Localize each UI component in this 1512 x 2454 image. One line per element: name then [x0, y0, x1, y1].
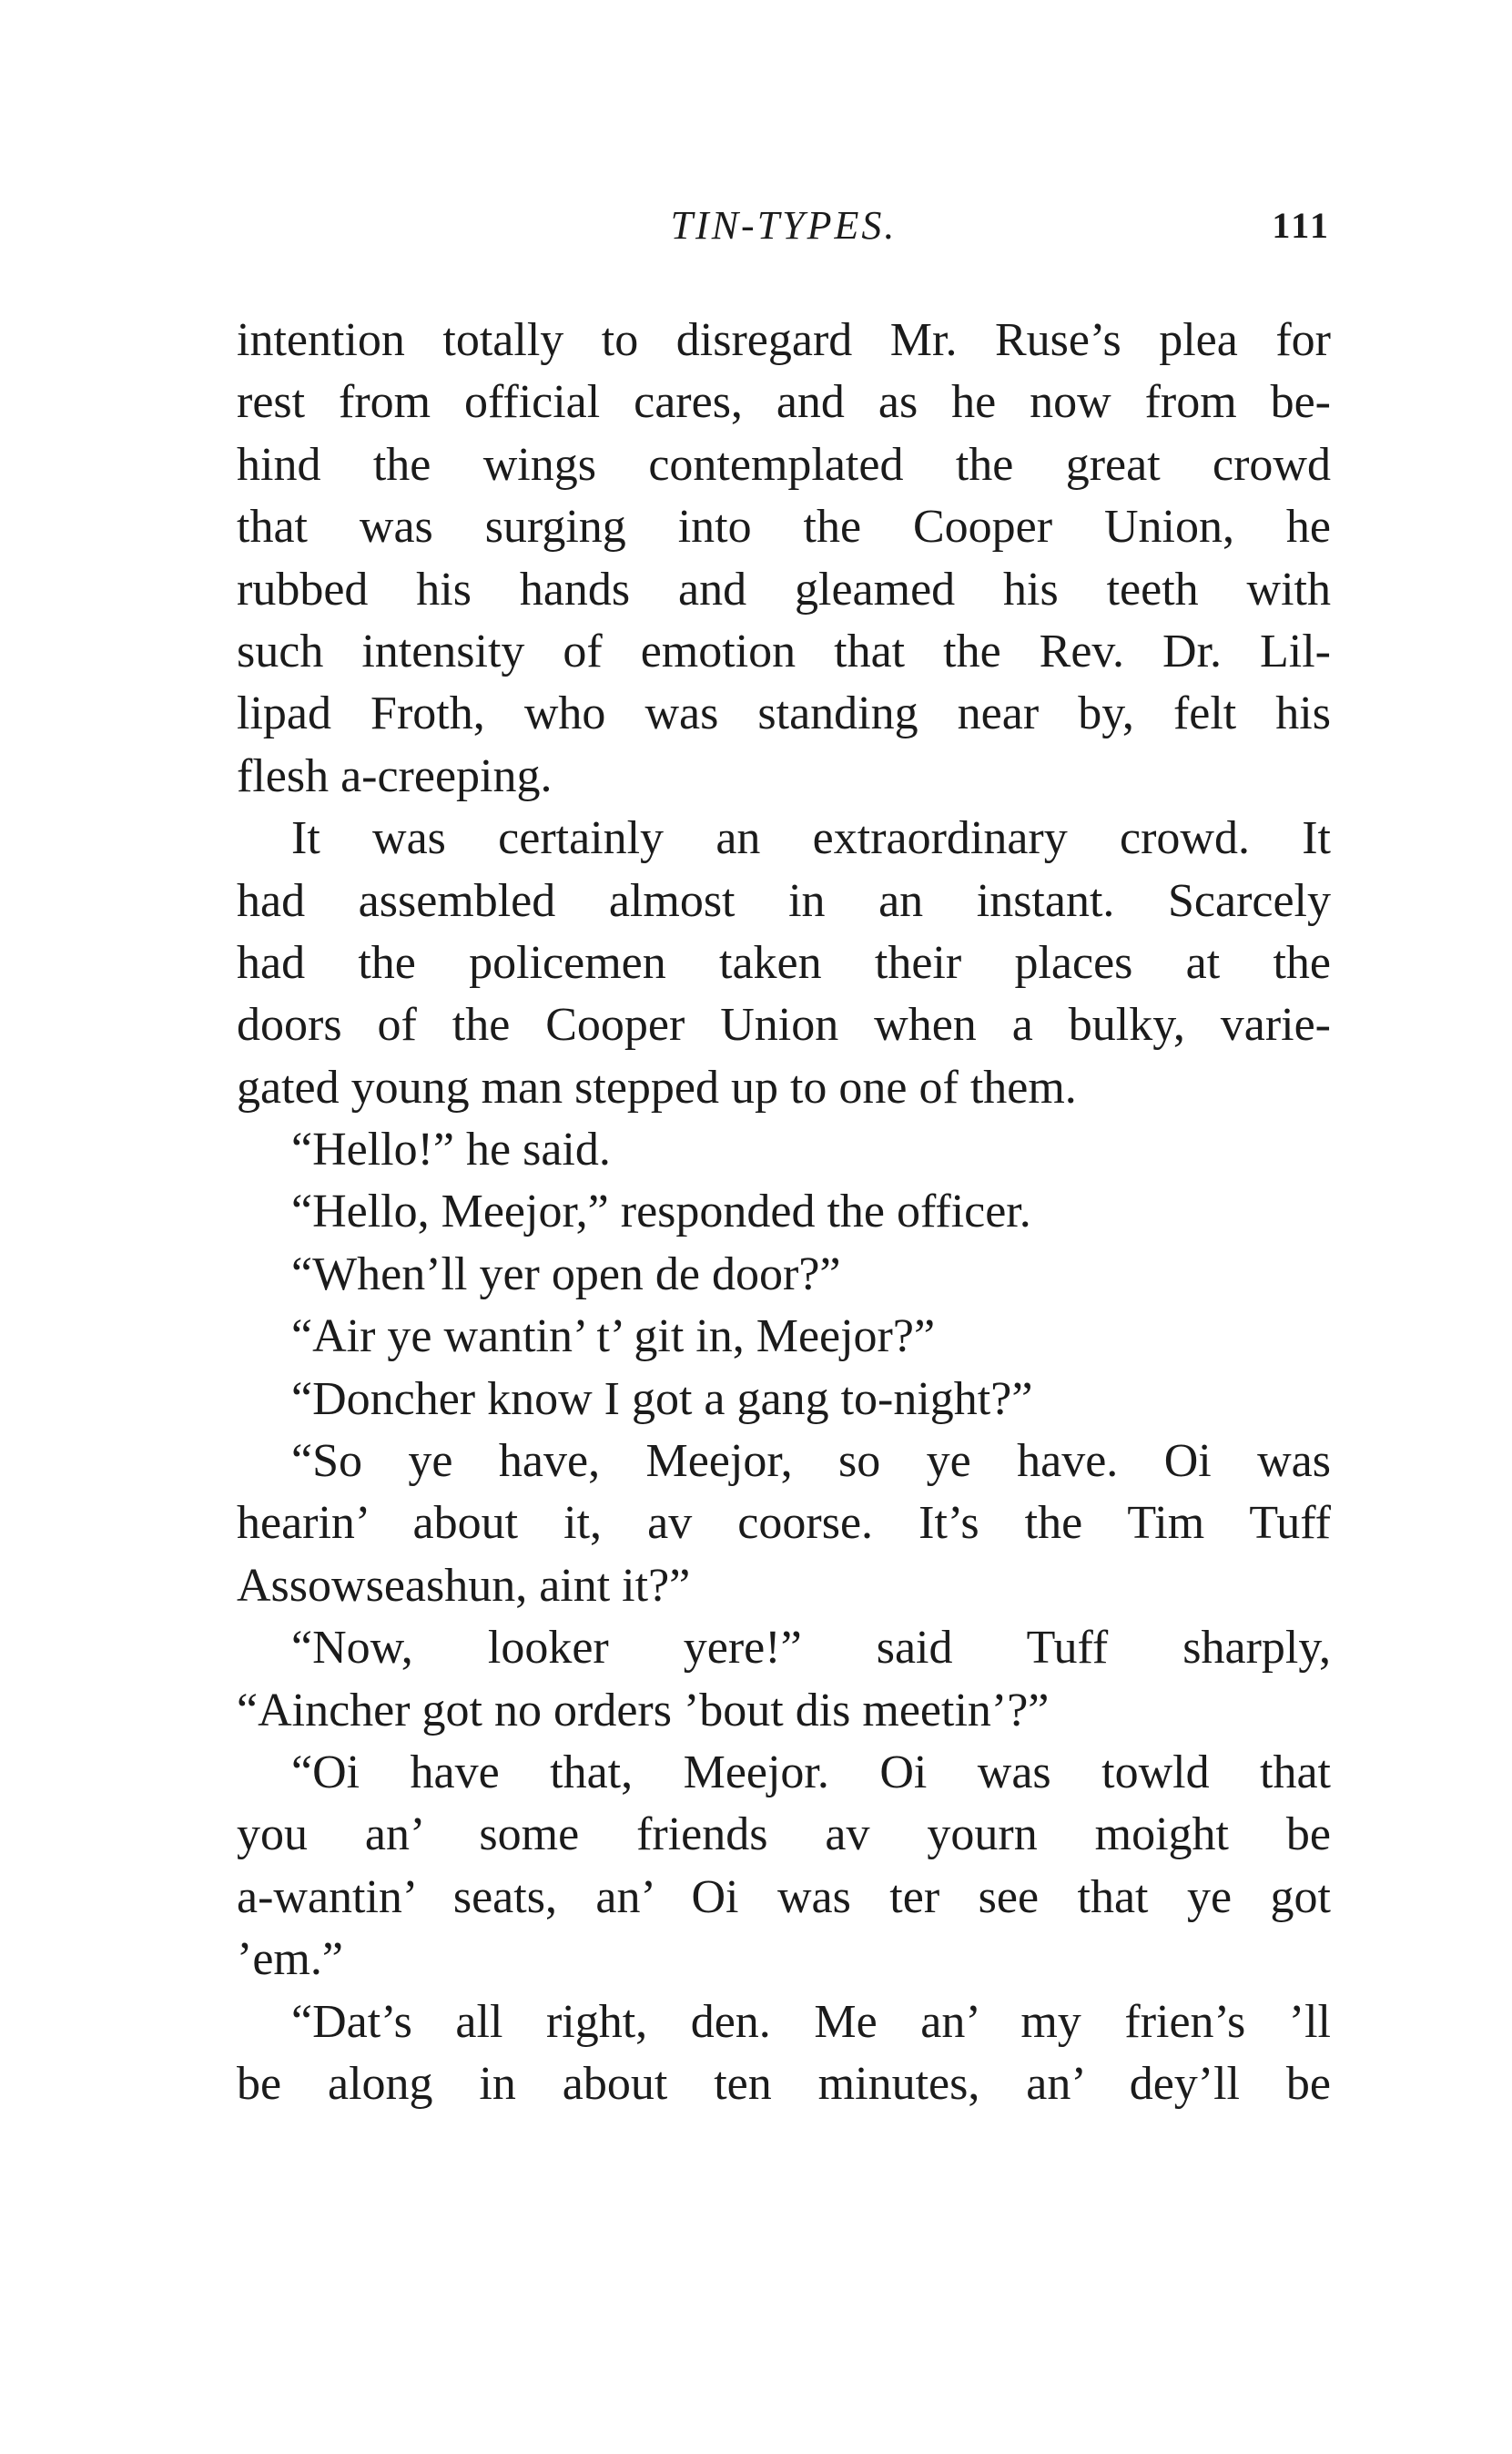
text-line: “Doncher know I got a gang to-night?”	[291, 1372, 1033, 1425]
text-line: “So ye have, Meejor, so ye have. Oi was	[291, 1435, 1331, 1488]
text-line: flesh a-creeping.	[237, 749, 553, 802]
text-line: “Now, looker yere!” said Tuff sharply,	[291, 1622, 1331, 1675]
text-line: you an’ some friends av yourn moight be	[237, 1808, 1331, 1861]
text-line: “When’ll yer open de door?”	[291, 1247, 841, 1300]
text-line: gated young man stepped up to one of them.	[237, 1061, 1077, 1114]
text-line: rest from official cares, and as he now from be-	[237, 376, 1331, 429]
text-line: “Oi have that, Meejor. Oi was towld that	[291, 1746, 1331, 1798]
text-line: had assembled almost in an instant. Scarcely	[237, 874, 1331, 927]
text-line: “Air ye wantin’ t’ git in, Meejor?”	[291, 1310, 936, 1363]
text-line: intention totally to disregard Mr. Ruse’s plea for	[237, 314, 1331, 366]
text-line: It was certainly an extraordinary crowd. It	[291, 812, 1331, 865]
running-head	[237, 202, 1331, 257]
text-line: doors of the Cooper Union when a bulky, varie-	[237, 999, 1331, 1052]
text-line: ’em.”	[237, 1933, 343, 1986]
text-line: lipad Froth, who was standing near by, felt his	[237, 687, 1331, 740]
text-line: “Dat’s all right, den. Me an’ my frien’s ’ll	[291, 1995, 1331, 2048]
text-line: “Hello, Meejor,” responded the officer.	[291, 1186, 1031, 1238]
text-line: such intensity of emotion that the Rev. Dr. Lil-	[237, 625, 1331, 677]
text-line: hind the wings contemplated the great crowd	[237, 438, 1331, 491]
text-line: “Hello!” he said.	[291, 1124, 611, 1176]
page-number: 111	[1272, 205, 1331, 246]
text-line: hearin’ about it, av coorse. It’s the Tim Tuff	[237, 1497, 1331, 1550]
text-line: a-wantin’ seats, an’ Oi was ter see that ye got	[237, 1870, 1331, 1923]
running-title: TIN-TYPES.	[670, 203, 898, 248]
text-line: “Aincher got no orders ’bout dis meetin’?”	[237, 1684, 1050, 1736]
text-line: had the policemen taken their places at the	[237, 936, 1331, 989]
text-line: Assowseashun, aint it?”	[237, 1559, 691, 1612]
text-line: rubbed his hands and gleamed his teeth with	[237, 563, 1331, 616]
text-line: be along in about ten minutes, an’ dey’ll be	[237, 2057, 1331, 2110]
body-text	[237, 310, 1331, 2115]
text-line: that was surging into the Cooper Union, he	[237, 501, 1331, 554]
